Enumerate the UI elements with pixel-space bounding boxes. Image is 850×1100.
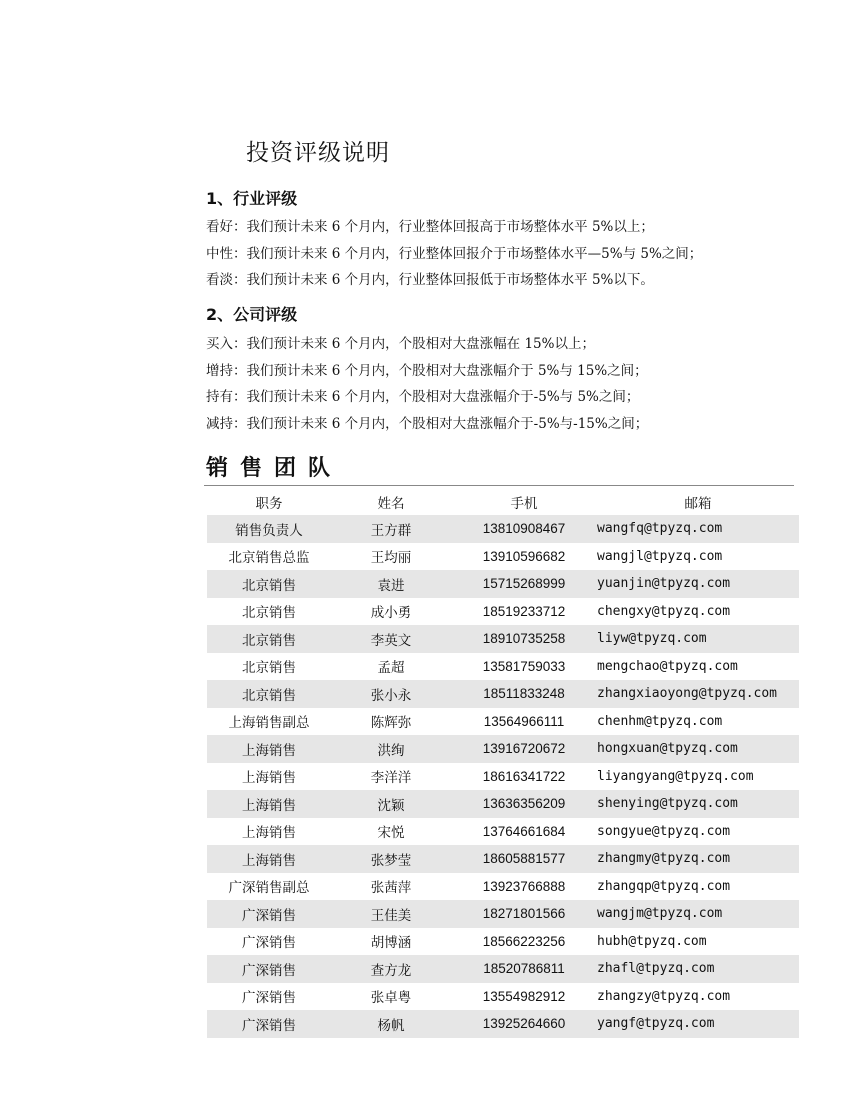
cell-position: 北京销售 [242,632,296,649]
cell-name: 张梦莹 [370,852,412,869]
cell-position: 广深销售 [242,990,296,1007]
cell-email: hongxuan@tpyzq.com [597,741,738,757]
cell-name: 李英文 [370,632,412,649]
cell-email: yangf@tpyzq.com [597,1016,715,1032]
cell-email: wangjl@tpyzq.com [597,548,723,564]
header-position: 职务 [255,496,283,512]
table-row [207,928,799,956]
table-row [207,900,799,928]
table-header-row [207,489,799,515]
cell-name: 王均丽 [370,550,412,567]
cell-name: 成小勇 [370,605,412,622]
table-row [207,598,799,626]
header-name: 姓名 [377,496,405,512]
cell-phone: 13636356209 [482,796,566,812]
table-row [207,515,799,543]
cell-phone: 13925264660 [482,1016,566,1032]
sales-team-title: 销售团队 [206,456,343,481]
company-rating-heading: 2、公司评级 [206,305,298,324]
table-row [207,735,799,763]
cell-position: 北京销售 [242,660,296,677]
cell-position: 上海销售 [242,770,296,787]
cell-position: 北京销售 [242,687,296,704]
cell-phone: 18511833248 [483,686,565,702]
cell-phone: 18271801566 [482,906,566,922]
table-row [207,790,799,818]
cell-position: 北京销售 [242,577,296,594]
cell-phone: 13554982912 [482,988,566,1004]
cell-position: 广深销售 [242,1017,296,1034]
cell-phone: 13810908467 [482,521,566,537]
cell-email: yuanjin@tpyzq.com [597,576,731,592]
cell-email: hubh@tpyzq.com [597,933,707,949]
cell-position: 北京销售 [242,605,296,622]
company-rating-line: 买入：我们预计未来 6 个月内，个股相对大盘涨幅在 15%以上； [206,336,595,352]
cell-position: 上海销售副总 [228,715,310,732]
cell-position: 广深销售 [242,962,296,979]
cell-position: 上海销售 [242,797,296,814]
table-row [207,625,799,653]
cell-position: 广深销售副总 [228,880,310,897]
sales-team-table [207,489,799,1038]
cell-email: chenhm@tpyzq.com [597,713,723,729]
table-row [207,543,799,571]
table-row [207,845,799,873]
cell-phone: 13564966111 [483,713,565,729]
table-row [207,763,799,791]
company-rating-list [206,331,648,437]
table-row [207,653,799,681]
table-row [207,955,799,983]
cell-name: 张卓粤 [370,990,412,1007]
cell-email: mengchao@tpyzq.com [597,658,738,674]
cell-phone: 18605881577 [482,851,566,867]
cell-phone: 13581759033 [482,658,566,674]
cell-phone: 15715268999 [482,576,566,592]
industry-rating-line: 看好：我们预计未来 6 个月内，行业整体回报高于市场整体水平 5%以上； [206,219,654,235]
cell-name: 袁进 [377,577,405,594]
company-rating-line: 持有：我们预计未来 6 个月内，个股相对大盘涨幅介于-5%与 5%之间； [206,389,640,405]
cell-email: zhangzy@tpyzq.com [597,988,731,1004]
table-row [207,570,799,598]
cell-email: liyw@tpyzq.com [597,631,707,647]
cell-name: 宋悦 [377,825,405,842]
cell-position: 广深销售 [242,935,296,952]
table-row [207,873,799,901]
cell-position: 上海销售 [242,852,296,869]
cell-name: 王方群 [370,522,412,539]
cell-phone: 18520786811 [483,961,565,977]
cell-phone: 18519233712 [482,603,566,619]
cell-phone: 13916720672 [482,741,566,757]
industry-rating-line: 看淡：我们预计未来 6 个月内，行业整体回报低于市场整体水平 5%以下。 [206,272,654,288]
cell-name: 王佳美 [370,907,412,924]
table-row [207,708,799,736]
cell-name: 杨帆 [377,1017,405,1034]
cell-position: 上海销售 [242,825,296,842]
cell-name: 孟超 [377,660,405,677]
cell-position: 上海销售 [242,742,296,759]
cell-position: 北京销售总监 [228,550,310,567]
cell-phone: 18616341722 [482,768,566,784]
industry-rating-line: 中性：我们预计未来 6 个月内，行业整体回报介于市场整体水平—5%与 5%之间； [206,245,703,262]
cell-position: 销售负责人 [235,522,303,539]
cell-name: 李洋洋 [370,770,412,787]
cell-email: zhangqp@tpyzq.com [597,878,731,894]
cell-email: chengxy@tpyzq.com [597,603,731,619]
cell-name: 胡博涵 [370,935,412,952]
cell-name: 沈颖 [377,797,405,814]
cell-email: zhafl@tpyzq.com [597,961,715,977]
cell-name: 张小永 [370,687,412,704]
cell-email: songyue@tpyzq.com [597,823,731,839]
header-phone: 手机 [510,496,538,511]
cell-name: 查方龙 [370,962,412,979]
cell-phone: 13764661684 [482,823,566,839]
table-row [207,818,799,846]
cell-phone: 13923766888 [482,878,566,894]
table-row [207,680,799,708]
cell-email: liyangyang@tpyzq.com [597,768,754,784]
cell-email: zhangxiaoyong@tpyzq.com [597,686,778,702]
cell-phone: 13910596682 [482,548,566,564]
page-title: 投资评级说明 [246,140,390,166]
table-row [207,983,799,1011]
cell-email: shenying@tpyzq.com [597,796,738,812]
industry-rating-list [206,214,702,294]
cell-name: 张茜萍 [370,880,412,897]
cell-email: zhangmy@tpyzq.com [597,851,731,867]
cell-email: wangjm@tpyzq.com [597,906,723,922]
company-rating-line: 减持：我们预计未来 6 个月内，个股相对大盘涨幅介于-5%与-15%之间； [206,415,649,432]
cell-name: 洪绚 [377,742,405,759]
sales-team-divider [204,485,794,486]
cell-phone: 18566223256 [482,933,566,949]
cell-phone: 18910735258 [482,631,566,647]
cell-position: 广深销售 [242,907,296,924]
table-row [207,1010,799,1038]
company-rating-line: 增持：我们预计未来 6 个月内，个股相对大盘涨幅介于 5%与 15%之间； [206,362,648,379]
header-email: 邮箱 [684,496,712,512]
cell-email: wangfq@tpyzq.com [597,521,723,537]
cell-name: 陈辉弥 [370,715,412,732]
industry-rating-heading: 1、行业评级 [206,189,298,208]
